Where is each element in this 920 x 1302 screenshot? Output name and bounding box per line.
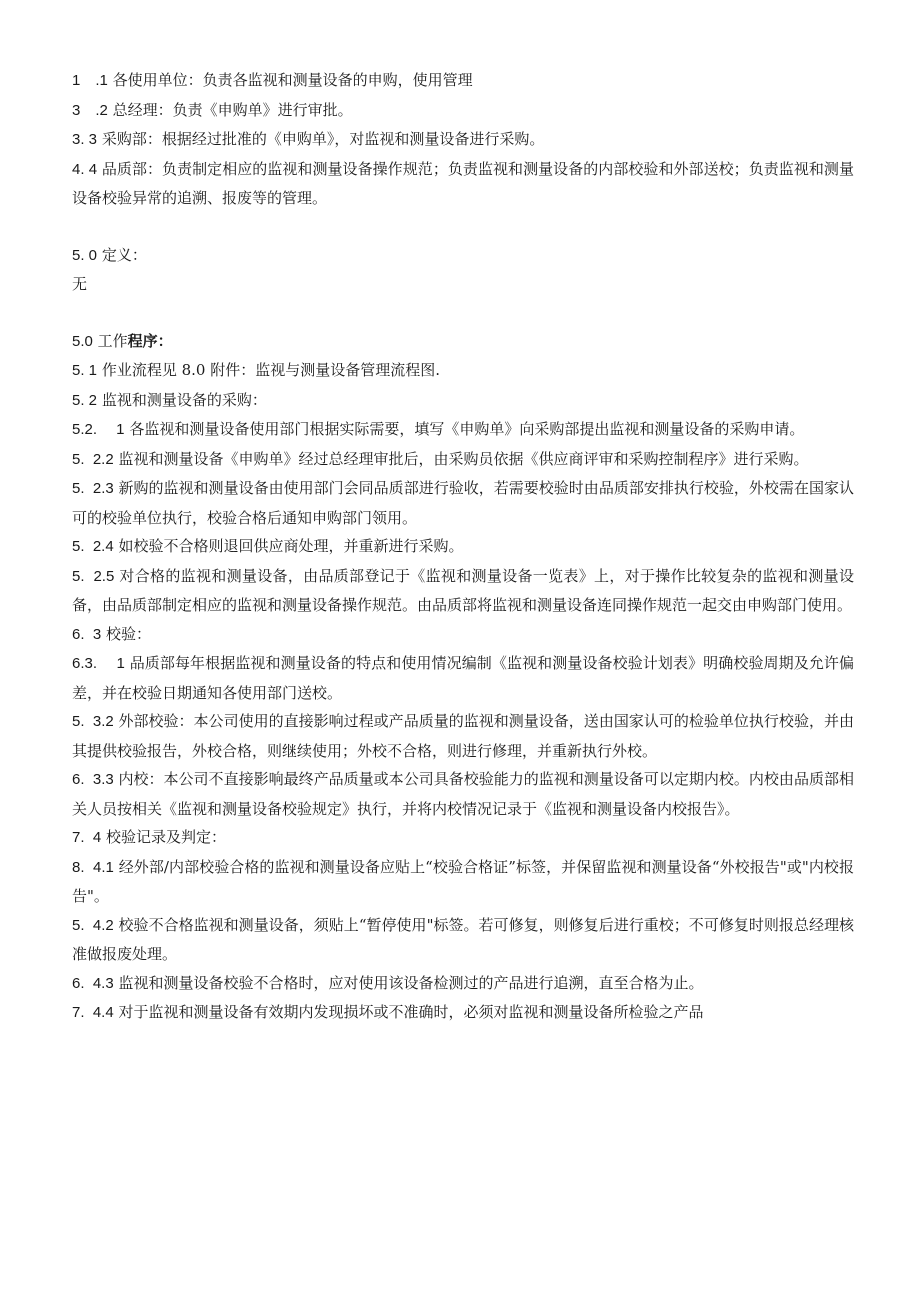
paragraph-text: 定义：	[101, 245, 147, 264]
section-number: 6.3. 1	[72, 655, 125, 672]
paragraph	[72, 327, 854, 357]
section-number: 6. 3	[72, 625, 102, 643]
paragraph-text: 无	[72, 275, 88, 293]
section-number: 7. 4	[72, 829, 102, 846]
section-number: 1 .1	[72, 72, 108, 89]
paragraph	[72, 445, 854, 475]
section-number: 6. 4.3	[72, 974, 114, 992]
paragraph-text: 作业流程见 8.0 附件：监视与测量设备管理流程图.	[101, 361, 440, 379]
paragraph	[72, 125, 854, 155]
section-number: 6. 3.3	[72, 771, 114, 788]
paragraph	[72, 241, 854, 271]
paragraph-text: 对于监视和测量设备有效期内发现损坏或不准确时，必须对监视和测量设备所检验之产品	[118, 1003, 704, 1021]
section-number: 8. 4.1	[72, 858, 114, 876]
paragraph-text: 对合格的监视和测量设备，由品质部登记于《监视和测量设备一览表》上，对于操作比较复杂的监视和测量设备，由品质部制定相应的监视和测量设备操作规范。由品质部将监视和测量设备连同操作规范一起交由申购部门使用。	[72, 566, 854, 614]
paragraph-text: 总经理：负责《申购单》进行审批。	[112, 100, 353, 119]
paragraph-text: 各使用单位：负责各监视和测量设备的申购，使用管理	[112, 71, 473, 89]
paragraph-text: 工作	[97, 331, 128, 350]
paragraph	[72, 474, 854, 532]
section-number: 3 .2	[72, 101, 108, 119]
paragraph	[72, 96, 854, 126]
paragraph	[72, 270, 854, 299]
paragraph	[72, 620, 854, 650]
paragraph-text: 校验记录及判定：	[105, 828, 226, 846]
section-number: 5. 0	[72, 246, 98, 264]
paragraph	[72, 707, 854, 765]
paragraph-text: 外部校验：本公司使用的直接影响过程或产品质量的监视和测量设备，送由国家认可的检验单位执行校验，并由其提供校验报告，外校合格，则继续使用；外校不合格，则进行修理，并重新执行外校。	[72, 712, 854, 760]
section-number: 5. 2.3	[72, 480, 114, 497]
paragraph-text: 内校：本公司不直接影响最终产品质量或本公司具备校验能力的监视和测量设备可以定期内校。内校由品质部相关人员按相关《监视和测量设备校验规定》执行，并将内校情况记录于《监视和测量设备内校报告》。	[72, 770, 854, 818]
paragraph-gap	[72, 299, 854, 327]
paragraph-text: 监视和测量设备的采购：	[101, 390, 267, 409]
section-number: 4. 4	[72, 160, 98, 178]
section-number: 5. 2.4	[72, 538, 114, 555]
document-body	[72, 66, 854, 1028]
section-number: 5. 3.2	[72, 713, 114, 730]
paragraph-text: 采购部：根据经过批准的《申购单》，对监视和测量设备进行采购。	[101, 130, 545, 148]
section-number: 5.2. 1	[72, 421, 125, 438]
paragraph-text: 各监视和测量设备使用部门根据实际需要，填写《申购单》向采购部提出监视和测量设备的采购申请。	[129, 420, 805, 438]
paragraph	[72, 155, 854, 213]
section-number: 5. 4.2	[72, 916, 114, 934]
paragraph-text: 新购的监视和测量设备由使用部门会同品质部进行验收，若需要校验时由品质部安排执行校验，外校需在国家认可的校验单位执行，校验合格后通知申购部门领用。	[72, 479, 854, 527]
paragraph-bold-text: 程序：	[127, 331, 173, 350]
paragraph-text: 如校验不合格则退回供应商处理，并重新进行采购。	[118, 537, 464, 555]
paragraph	[72, 66, 854, 96]
paragraph	[72, 998, 854, 1028]
paragraph	[72, 853, 854, 911]
paragraph	[72, 969, 854, 999]
paragraph	[72, 415, 854, 445]
paragraph-text: 校验：	[105, 624, 151, 643]
paragraph-gap	[72, 213, 854, 241]
paragraph	[72, 823, 854, 853]
section-number: 5. 1	[72, 362, 98, 379]
section-number: 5. 2	[72, 391, 98, 409]
section-number: 3. 3	[72, 131, 98, 148]
paragraph	[72, 562, 854, 620]
paragraph-text: 监视和测量设备《申购单》经过总经理审批后，由采购员依据《供应商评审和采购控制程序》进行采购。	[118, 449, 809, 468]
paragraph-text: 校验不合格监视和测量设备，须贴上“暂停使用"标签。若可修复，则修复后进行重校；不可修复时则报总经理核准做报废处理。	[72, 915, 854, 963]
section-number: 5.0	[72, 332, 93, 350]
paragraph	[72, 911, 854, 969]
paragraph	[72, 765, 854, 823]
paragraph-text: 品质部每年根据监视和测量设备的特点和使用情况编制《监视和测量设备校验计划表》明确校验周期及允许偏差，并在校验日期通知各使用部门送校。	[72, 654, 854, 702]
section-number: 5. 2.2	[72, 450, 114, 468]
paragraph	[72, 649, 854, 707]
paragraph	[72, 356, 854, 386]
paragraph-text: 品质部：负责制定相应的监视和测量设备操作规范；负责监视和测量设备的内部校验和外部送校；负责监视和测量设备校验异常的追溯、报废等的管理。	[72, 159, 854, 207]
section-number: 5. 2.5	[72, 567, 115, 585]
section-number: 7. 4.4	[72, 1004, 114, 1021]
paragraph-text: 经外部/内部校验合格的监视和测量设备应贴上“校验合格证”标签，并保留监视和测量设备“外校报告"或"内校报告"。	[72, 857, 854, 905]
paragraph	[72, 532, 854, 562]
paragraph	[72, 386, 854, 416]
paragraph-text: 监视和测量设备校验不合格时，应对使用该设备检测过的产品进行追溯，直至合格为止。	[118, 973, 704, 992]
